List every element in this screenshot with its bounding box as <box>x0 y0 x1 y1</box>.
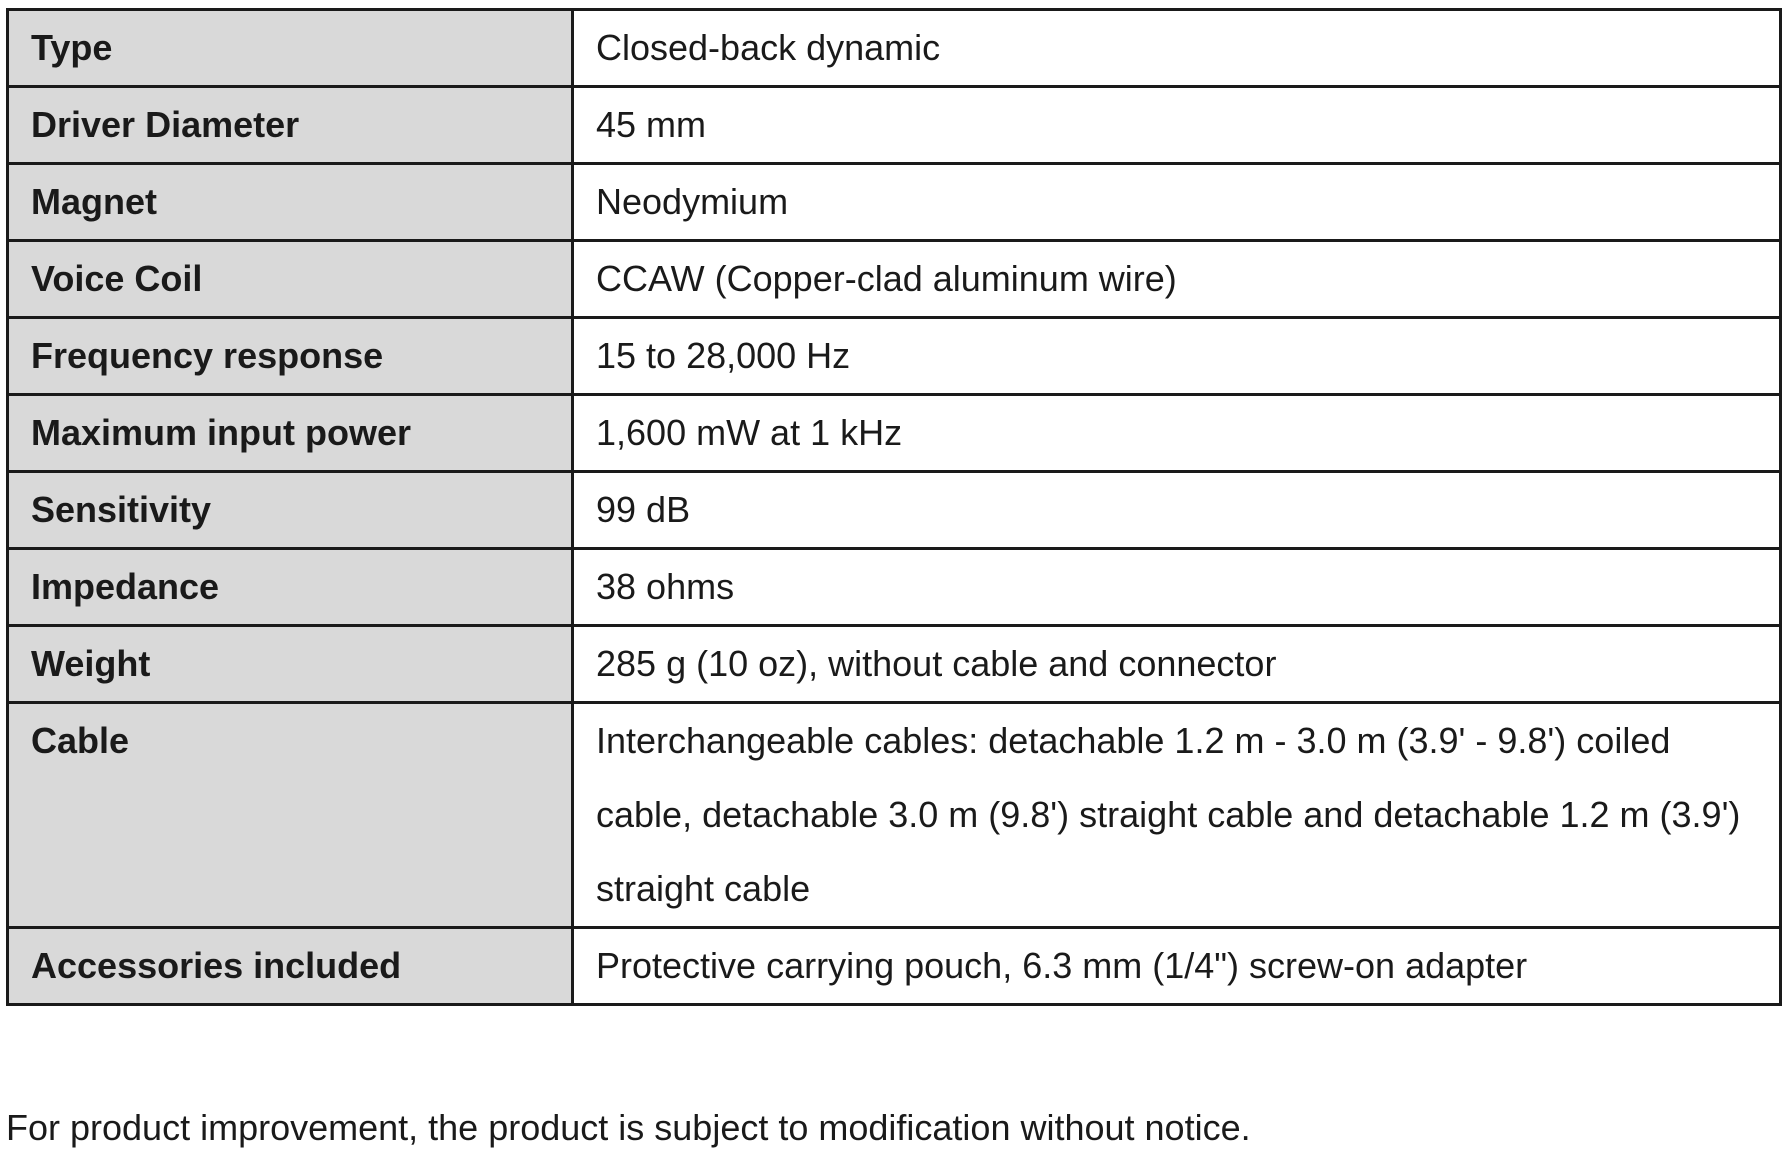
spec-value: 1,600 mW at 1 kHz <box>573 395 1781 472</box>
spec-value: 285 g (10 oz), without cable and connector <box>573 626 1781 703</box>
spec-label: Voice Coil <box>8 241 573 318</box>
spec-label: Weight <box>8 626 573 703</box>
spec-value: Protective carrying pouch, 6.3 mm (1/4") screw-on adapter <box>573 928 1781 1005</box>
spec-label: Cable <box>8 703 573 928</box>
spec-label: Driver Diameter <box>8 87 573 164</box>
footnote: For product improvement, the product is subject to modification without notice. <box>6 1107 1251 1148</box>
table-row <box>8 87 1781 164</box>
spec-value: CCAW (Copper-clad aluminum wire) <box>573 241 1781 318</box>
table-row <box>8 549 1781 626</box>
spec-value: 45 mm <box>573 87 1781 164</box>
spec-label: Sensitivity <box>8 472 573 549</box>
table-row <box>8 928 1781 1005</box>
spec-label: Maximum input power <box>8 395 573 472</box>
spec-value: Neodymium <box>573 164 1781 241</box>
spec-value: 38 ohms <box>573 549 1781 626</box>
table-row <box>8 626 1781 703</box>
table-row <box>8 703 1781 928</box>
spec-value: 15 to 28,000 Hz <box>573 318 1781 395</box>
spec-value: Closed-back dynamic <box>573 10 1781 87</box>
table-row <box>8 241 1781 318</box>
table-row <box>8 318 1781 395</box>
spec-label: Magnet <box>8 164 573 241</box>
spec-label: Frequency response <box>8 318 573 395</box>
table-row <box>8 10 1781 87</box>
spec-value: 99 dB <box>573 472 1781 549</box>
spec-label: Accessories included <box>8 928 573 1005</box>
spec-label: Impedance <box>8 549 573 626</box>
spec-label: Type <box>8 10 573 87</box>
table-row <box>8 472 1781 549</box>
spec-table <box>6 8 1782 1006</box>
table-row <box>8 395 1781 472</box>
spec-value: Interchangeable cables: detachable 1.2 m - 3.0 m (3.9' - 9.8') coiled cable, detachable 3.0 m (9.8') straight cable and detachable 1.2 m (3.9') straight cable <box>573 703 1781 928</box>
table-row <box>8 164 1781 241</box>
